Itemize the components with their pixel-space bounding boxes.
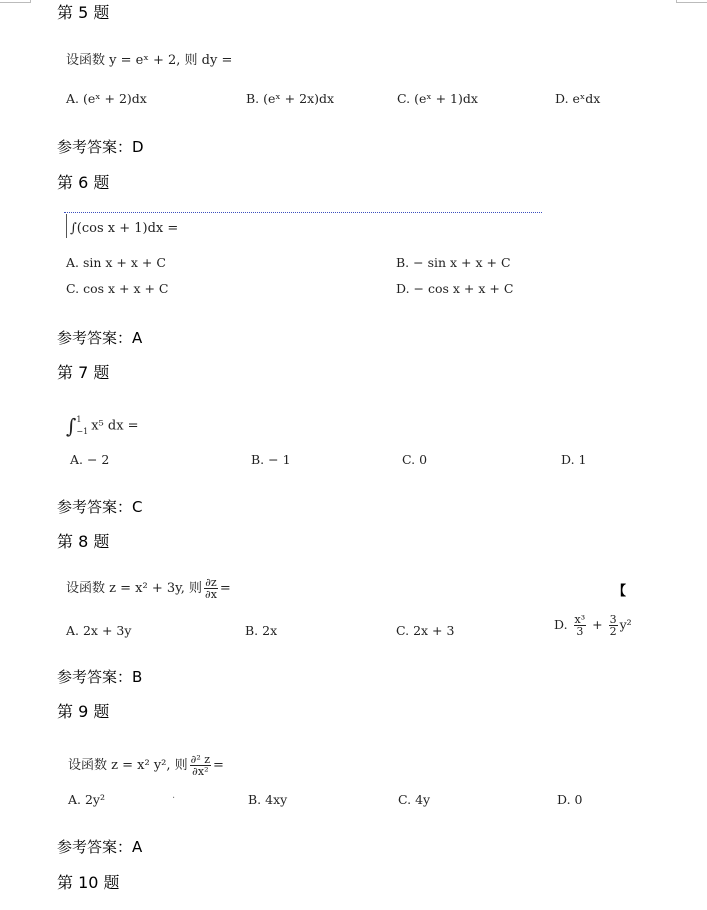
question-7-option-a: A. − 2 [70,452,110,467]
fraction-numerator: 3 [609,613,617,626]
fraction-numerator: ∂z [205,576,217,589]
question-8-stem-suffix: = [219,581,231,596]
question-6-option-b: B. − sin x + x + C [396,255,511,270]
question-9-stem-prefix: 设函数 z = x² y², 则 [68,758,188,773]
option-d-label: D. [554,617,568,632]
option-d-plus: + [592,617,603,632]
integral-sign: ∫ [66,414,77,438]
option-d-fraction-1 [574,614,587,637]
question-5-stem: 设函数 y = eˣ + 2, 则 dy = [66,53,233,68]
question-9-title: 第 9 题 [57,702,110,721]
partial-derivative-fraction [204,577,218,600]
integral-upper-limit: 1 [76,415,82,424]
question-7-stem-body: x⁵ dx = [91,418,139,434]
integral-lower-limit: −1 [76,427,89,436]
question-9-answer: 参考答案：A [57,838,143,856]
question-9-option-b: B. 4xy [248,792,288,807]
question-8-option-a: A. 2x + 3y [66,623,132,638]
question-8-stem [66,577,231,600]
question-5-option-d: D. eˣdx [555,91,601,106]
question-5-option-c: C. (eˣ + 1)dx [397,91,478,106]
question-6-option-d: D. − cos x + x + C [396,281,514,296]
fraction-denominator: 2 [609,625,617,638]
question-5-answer: 参考答案：D [57,138,144,156]
question-9-option-d: D. 0 [557,792,583,807]
question-8-title: 第 8 题 [57,532,110,551]
question-5-option-b: B. (eˣ + 2x)dx [246,91,335,106]
stray-dot: · [172,793,176,804]
page-corner-mark-right [676,0,707,3]
question-9-option-c: C. 4y [398,792,431,807]
dotted-separator [64,212,542,213]
question-8-answer: 参考答案：B [57,668,143,686]
question-6-title: 第 6 题 [57,173,110,192]
fraction-numerator: ∂² z [190,753,211,766]
fraction-denominator: ∂x [205,588,217,601]
question-7-title: 第 7 题 [57,363,110,382]
page-corner-mark-left [0,0,31,3]
question-10-title: 第 10 题 [57,873,120,892]
question-7-option-b: B. − 1 [251,452,291,467]
question-8-stem-prefix: 设函数 z = x² + 3y, 则 [66,581,202,596]
option-d-suffix: y² [619,617,632,632]
fraction-numerator: x³ [574,613,586,626]
integral-limits [76,414,88,438]
option-d-fraction-2 [609,614,618,637]
fraction-denominator: 3 [576,625,584,638]
second-partial-fraction [190,754,211,777]
question-9-option-a: A. 2y² [68,792,105,807]
question-7-stem [66,414,139,438]
question-6-option-c: C. cos x + x + C [66,281,169,296]
integral-bar [66,214,67,238]
question-9-stem-suffix: = [213,758,224,773]
question-8-option-d [554,614,632,637]
question-9-stem [68,754,224,777]
question-8-option-b: B. 2x [245,623,278,638]
question-6-answer: 参考答案：A [57,329,143,347]
bracket-mark: 【 [613,584,627,599]
question-8-option-c: C. 2x + 3 [396,623,455,638]
question-6-stem: ∫(cos x + 1)dx = [70,221,179,236]
fraction-denominator: ∂x² [192,765,209,778]
question-6-option-a: A. sin x + x + C [66,255,166,270]
question-5-title: 第 5 题 [57,3,110,22]
question-7-answer: 参考答案：C [57,498,143,516]
question-5-option-a: A. (eˣ + 2)dx [66,91,147,106]
question-7-option-d: D. 1 [561,452,587,467]
question-7-option-c: C. 0 [402,452,428,467]
